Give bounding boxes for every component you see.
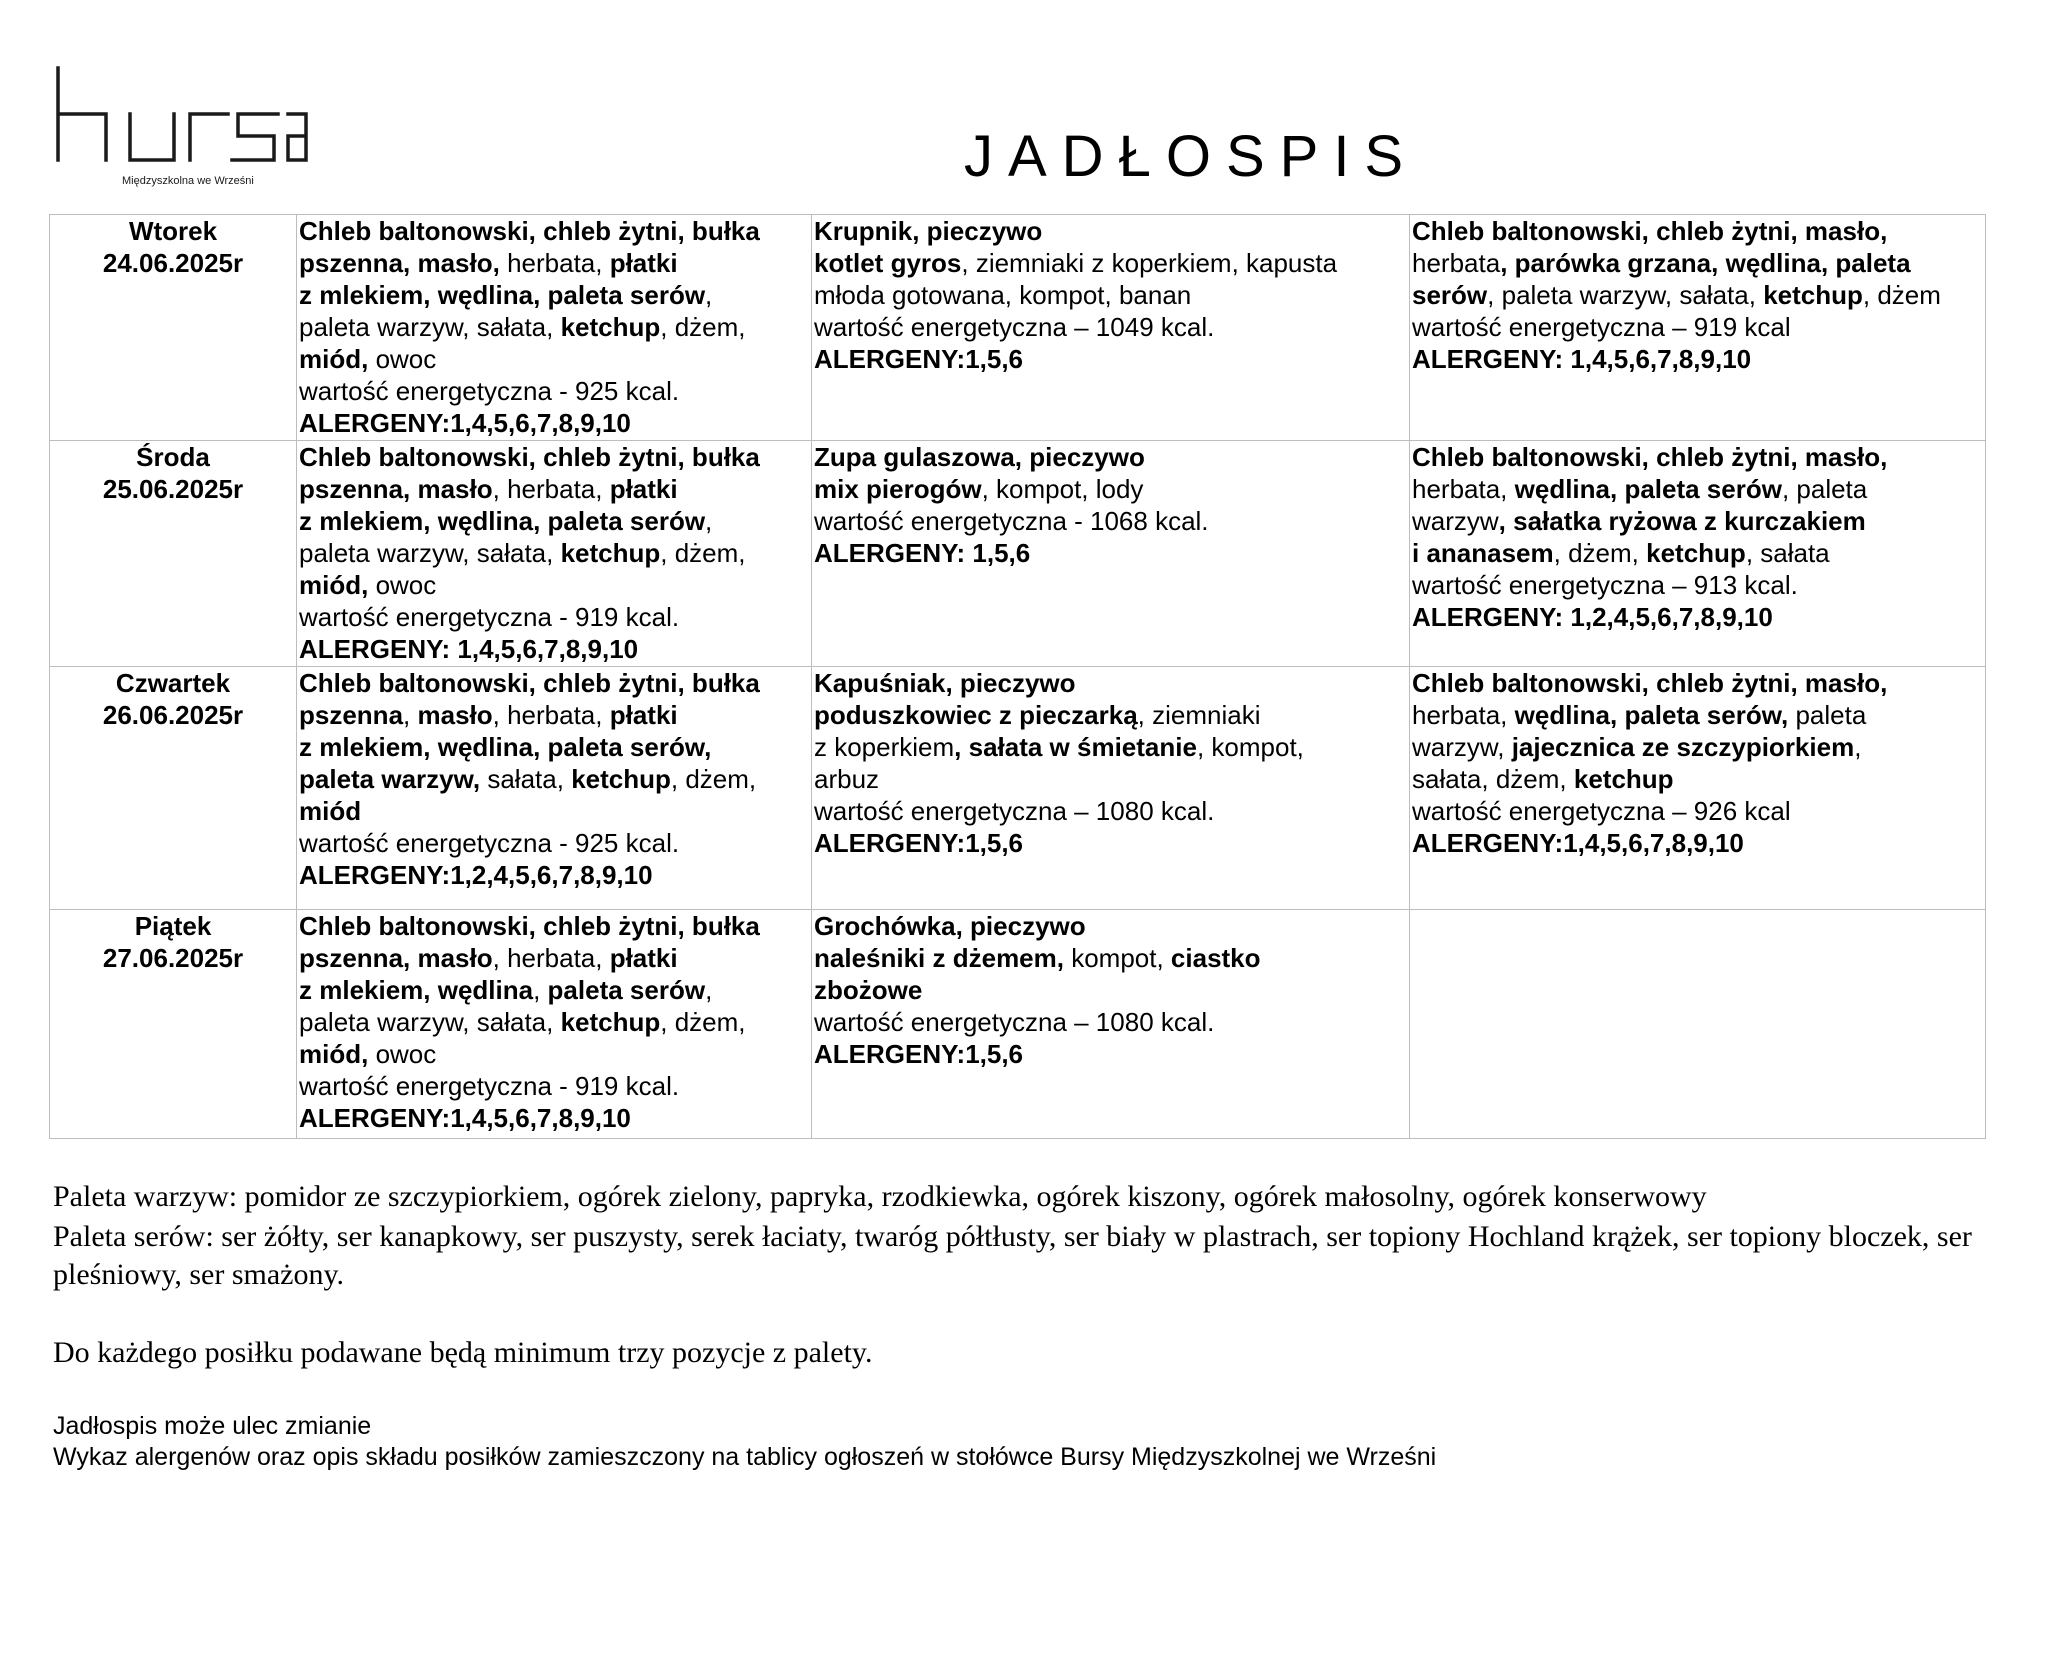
breakfast-line: [299, 215, 809, 247]
breakfast-cell: [297, 215, 812, 441]
breakfast-line: [299, 311, 809, 343]
breakfast-line: [299, 441, 809, 473]
lunch-line: [814, 473, 1407, 505]
menu-text: paleta serów: [547, 975, 706, 1005]
supper-line: [1412, 795, 1983, 827]
supper-cell: [1410, 910, 1986, 1139]
lunch-line: [814, 505, 1407, 537]
supper-line: [1412, 827, 1983, 859]
menu-text: Chleb baltonowski, chleb żytni, masło,: [1412, 442, 1888, 472]
menu-text: owoc: [368, 344, 437, 374]
menu-text: z mlekiem, wędlina, paleta serów,: [299, 732, 712, 762]
menu-row: [50, 441, 1986, 667]
menu-text: paleta warzyw, sałata,: [299, 312, 561, 342]
menu-text: ketchup: [1573, 764, 1674, 794]
menu-text: Grochówka, pieczywo: [814, 911, 1086, 941]
menu-text: , dżem,: [1553, 538, 1647, 568]
menu-text: ,: [705, 975, 713, 1005]
breakfast-line: [299, 910, 809, 942]
lunch-line: [814, 795, 1407, 827]
day-name: Środa: [136, 442, 210, 472]
menu-text: ALERGENY:1,2,4,5,6,7,8,9,10: [299, 860, 653, 890]
menu-text: masło: [417, 700, 493, 730]
menu-text: z mlekiem, wędlina: [299, 975, 534, 1005]
menu-text: ,: [533, 975, 548, 1005]
supper-line: [1412, 763, 1983, 795]
menu-text: ketchup: [560, 312, 661, 342]
menu-text: kompot,: [1063, 943, 1171, 973]
menu-text: , dżem,: [660, 538, 746, 568]
menu-text: ALERGENY: 1,5,6: [814, 538, 1031, 568]
menu-text: wartość energetyczna - 1068 kcal.: [814, 506, 1209, 536]
lunch-line: [814, 1006, 1407, 1038]
breakfast-line: [299, 795, 809, 827]
menu-text: wędlina, paleta serów,: [1514, 700, 1789, 730]
supper-line: [1412, 601, 1983, 633]
day-date: 24.06.2025r: [102, 248, 244, 278]
menu-text: wartość energetyczna - 925 kcal.: [299, 376, 680, 406]
breakfast-line: [299, 601, 809, 633]
menu-text: , ziemniaki: [1137, 700, 1261, 730]
supper-line: [1412, 311, 1983, 343]
breakfast-line: [299, 279, 809, 311]
menu-text: , parówka grzana, wędlina, paleta: [1500, 248, 1911, 278]
menu-text: Chleb baltonowski, chleb żytni, bułka: [299, 668, 760, 698]
menu-text: ALERGENY:1,5,6: [814, 344, 1024, 374]
breakfast-cell: [297, 910, 812, 1139]
menu-text: ciastko: [1170, 943, 1261, 973]
lunch-line: [814, 215, 1407, 247]
menu-text: owoc: [368, 1039, 437, 1069]
menu-text: ALERGENY:1,4,5,6,7,8,9,10: [299, 1103, 631, 1133]
vegetable-palette-note: Paleta warzyw: pomidor ze szczypiorkiem, ogórek zielony, papryka, rzodkiewka, ogórek kiszony, ogórek małosolny, ogórek konserwowy: [53, 1180, 1707, 1213]
supper-cell: [1410, 215, 1986, 441]
menu-text: , dżem,: [670, 764, 757, 794]
breakfast-line: [299, 763, 809, 795]
allergen-info-note: Wykaz alergenów oraz opis składu posiłków zamieszczony na tablicy ogłoszeń w stołówce Bursy Międzyszkolnej we Wrześni: [53, 1443, 1437, 1471]
supper-line: [1412, 667, 1983, 699]
menu-text: Chleb baltonowski, chleb żytni, bułka: [299, 442, 760, 472]
menu-text: z koperkiem: [814, 732, 955, 762]
menu-text: i ananasem: [1412, 538, 1554, 568]
menu-text: Chleb baltonowski, chleb żytni, bułka: [299, 911, 760, 941]
breakfast-line: [299, 633, 809, 665]
menu-text: ketchup: [560, 538, 661, 568]
menu-text: herbata: [1412, 248, 1501, 278]
menu-text: paleta warzyw, sałata,: [299, 538, 561, 568]
day-date: 26.06.2025r: [102, 700, 244, 730]
lunch-line: [814, 910, 1407, 942]
day-cell: [50, 910, 297, 1139]
lunch-line: [814, 731, 1407, 763]
lunch-line: [814, 343, 1407, 375]
breakfast-line: [299, 827, 809, 859]
menu-text: wartość energetyczna – 1049 kcal.: [814, 312, 1215, 342]
lunch-line: [814, 247, 1407, 279]
menu-text: z mlekiem, wędlina, paleta serów: [299, 506, 706, 536]
menu-text: mix pierogów: [814, 474, 982, 504]
supper-line: [1412, 473, 1983, 505]
menu-text: miód,: [299, 570, 369, 600]
day-date: 27.06.2025r: [102, 943, 244, 973]
menu-text: płatki: [609, 474, 678, 504]
menu-text: pszenna, masło: [299, 943, 493, 973]
page-title: JADŁOSPIS: [964, 124, 1419, 189]
day-name: Wtorek: [128, 216, 218, 246]
lunch-line: [814, 667, 1407, 699]
supper-line: [1412, 505, 1983, 537]
menu-text: herbata,: [1412, 474, 1515, 504]
menu-text: owoc: [368, 570, 437, 600]
day-date: 25.06.2025r: [102, 474, 244, 504]
menu-text: kotlet gyros: [814, 248, 962, 278]
breakfast-line: [299, 375, 809, 407]
menu-text: Chleb baltonowski, chleb żytni, bułka: [299, 216, 760, 246]
day-name: Piątek: [134, 911, 212, 941]
breakfast-line: [299, 942, 809, 974]
menu-text: , sałata: [1745, 538, 1830, 568]
menu-text: Krupnik, pieczywo: [814, 216, 1043, 246]
menu-text: płatki: [609, 943, 678, 973]
menu-table: [49, 214, 1986, 1139]
supper-line: [1412, 699, 1983, 731]
lunch-line: [814, 311, 1407, 343]
menu-text: miód,: [299, 1039, 369, 1069]
menu-text: Zupa gulaszowa, pieczywo: [814, 442, 1145, 472]
menu-text: , herbata,: [492, 943, 610, 973]
breakfast-line: [299, 537, 809, 569]
lunch-line: [814, 441, 1407, 473]
supper-line: [1412, 343, 1983, 375]
lunch-cell: [812, 441, 1410, 667]
menu-text: sałata,: [480, 764, 572, 794]
lunch-cell: [812, 910, 1410, 1139]
breakfast-line: [299, 1006, 809, 1038]
menu-text: , herbata,: [492, 700, 610, 730]
menu-text: jajecznica ze szczypiorkiem: [1511, 732, 1855, 762]
menu-text: ,: [403, 700, 418, 730]
breakfast-line: [299, 1038, 809, 1070]
breakfast-line: [299, 343, 809, 375]
menu-text: , sałata w śmietanie: [954, 732, 1197, 762]
menu-text: wartość energetyczna – 1080 kcal.: [814, 796, 1215, 826]
breakfast-cell: [297, 441, 812, 667]
menu-row: [50, 910, 1986, 1139]
breakfast-cell: [297, 667, 812, 910]
day-cell: [50, 441, 297, 667]
menu-text: warzyw,: [1412, 732, 1512, 762]
menu-text: ALERGENY: 1,4,5,6,7,8,9,10: [1412, 344, 1752, 374]
lunch-line: [814, 699, 1407, 731]
menu-text: , paleta: [1781, 474, 1868, 504]
menu-text: , kompot,: [1196, 732, 1304, 762]
supper-line: [1412, 537, 1983, 569]
menu-text: ALERGENY: 1,4,5,6,7,8,9,10: [299, 634, 639, 664]
menu-text: , kompot, lody: [981, 474, 1144, 504]
menu-text: pszenna, masło: [299, 474, 493, 504]
menu-text: , dżem,: [660, 1007, 746, 1037]
menu-text: wartość energetyczna – 926 kcal: [1412, 796, 1791, 826]
menu-text: , herbata,: [492, 474, 610, 504]
menu-text: ketchup: [1763, 280, 1863, 310]
menu-text: ALERGENY:1,4,5,6,7,8,9,10: [299, 408, 631, 438]
breakfast-line: [299, 569, 809, 601]
supper-line: [1412, 569, 1983, 601]
menu-change-note: Jadłospis może ulec zmianie: [53, 1412, 372, 1440]
menu-text: ,: [1854, 732, 1862, 762]
breakfast-line: [299, 699, 809, 731]
menu-text: wartość energetyczna – 919 kcal: [1412, 312, 1791, 342]
supper-line: [1412, 279, 1983, 311]
supper-line: [1412, 215, 1983, 247]
menu-text: wartość energetyczna - 919 kcal.: [299, 602, 680, 632]
menu-text: poduszkowiec z pieczarką: [814, 700, 1138, 730]
breakfast-line: [299, 1102, 809, 1134]
menu-text: paleta: [1788, 700, 1867, 730]
lunch-line: [814, 1038, 1407, 1070]
menu-text: ketchup: [571, 764, 671, 794]
menu-text: ketchup: [560, 1007, 661, 1037]
supper-cell: [1410, 667, 1986, 910]
menu-row: [50, 667, 1986, 910]
menu-text: herbata,: [1412, 700, 1515, 730]
menu-text: ALERGENY:1,4,5,6,7,8,9,10: [1412, 828, 1744, 858]
breakfast-line: [299, 731, 809, 763]
menu-text: ALERGENY:1,5,6: [814, 1039, 1024, 1069]
menu-text: paleta warzyw,: [299, 764, 481, 794]
breakfast-line: [299, 1070, 809, 1102]
menu-text: płatki: [609, 248, 678, 278]
lunch-line: [814, 279, 1407, 311]
menu-text: młoda gotowana, kompot, banan: [814, 280, 1192, 310]
breakfast-line: [299, 974, 809, 1006]
breakfast-line: [299, 407, 809, 439]
menu-text: wędlina, paleta serów: [1514, 474, 1782, 504]
menu-text: wartość energetyczna – 1080 kcal.: [814, 1007, 1215, 1037]
breakfast-line: [299, 247, 809, 279]
breakfast-line: [299, 859, 809, 891]
menu-text: ALERGENY:1,5,6: [814, 828, 1024, 858]
menu-text: Kapuśniak, pieczywo: [814, 668, 1076, 698]
menu-text: , ziemniaki z koperkiem, kapusta: [961, 248, 1338, 278]
menu-text: sałata, dżem,: [1412, 764, 1574, 794]
menu-text: serów: [1412, 280, 1488, 310]
menu-text: z mlekiem, wędlina, paleta serów: [299, 280, 706, 310]
menu-text: ALERGENY: 1,2,4,5,6,7,8,9,10: [1412, 602, 1773, 632]
breakfast-line: [299, 473, 809, 505]
menu-text: naleśniki z dżemem,: [814, 943, 1064, 973]
menu-text: warzyw: [1412, 506, 1499, 536]
menu-text: płatki: [609, 700, 678, 730]
menu-text: zbożowe: [814, 975, 923, 1005]
menu-text: pszenna: [299, 700, 404, 730]
logo-subtitle: Międzyszkolna we Wrześni: [122, 175, 254, 187]
supper-line: [1412, 247, 1983, 279]
bursa-logo: [52, 64, 312, 194]
supper-line: [1412, 441, 1983, 473]
menu-text: , dżem: [1862, 280, 1941, 310]
menu-text: wartość energetyczna – 913 kcal.: [1412, 570, 1798, 600]
menu-text: arbuz: [814, 764, 880, 794]
menu-text: , dżem,: [660, 312, 746, 342]
menu-text: , sałatka ryżowa z kurczakiem: [1498, 506, 1866, 536]
menu-text: miód,: [299, 344, 369, 374]
menu-text: ketchup: [1646, 538, 1746, 568]
day-cell: [50, 667, 297, 910]
menu-text: pszenna, masło,: [299, 248, 500, 278]
minimum-items-note: Do każdego posiłku podawane będą minimum trzy pozycje z palety.: [53, 1336, 873, 1369]
breakfast-line: [299, 667, 809, 699]
lunch-line: [814, 942, 1407, 974]
menu-text: wartość energetyczna - 919 kcal.: [299, 1071, 680, 1101]
lunch-cell: [812, 215, 1410, 441]
menu-text: Chleb baltonowski, chleb żytni, masło,: [1412, 216, 1888, 246]
cheese-palette-note: Paleta serów: ser żółty, ser kanapkowy, ser puszysty, serek łaciaty, twaróg półtłusty, ser biały w plastrach, ser topiony Hochland krążek, ser topiony bloczek, ser pleśniowy, ser smażony.: [53, 1220, 1972, 1291]
day-cell: [50, 215, 297, 441]
menu-text: wartość energetyczna - 925 kcal.: [299, 828, 680, 858]
menu-text: miód: [299, 796, 362, 826]
menu-text: Chleb baltonowski, chleb żytni, masło,: [1412, 668, 1888, 698]
supper-line: [1412, 731, 1983, 763]
menu-text: paleta warzyw, sałata,: [299, 1007, 561, 1037]
menu-text: herbata,: [499, 248, 610, 278]
day-name: Czwartek: [115, 668, 231, 698]
lunch-line: [814, 827, 1407, 859]
lunch-line: [814, 537, 1407, 569]
menu-text: , paleta warzyw, sałata,: [1487, 280, 1764, 310]
menu-text: ,: [705, 280, 713, 310]
supper-cell: [1410, 441, 1986, 667]
lunch-line: [814, 763, 1407, 795]
lunch-cell: [812, 667, 1410, 910]
breakfast-line: [299, 505, 809, 537]
lunch-line: [814, 974, 1407, 1006]
menu-text: ,: [705, 506, 713, 536]
menu-row: [50, 215, 1986, 441]
